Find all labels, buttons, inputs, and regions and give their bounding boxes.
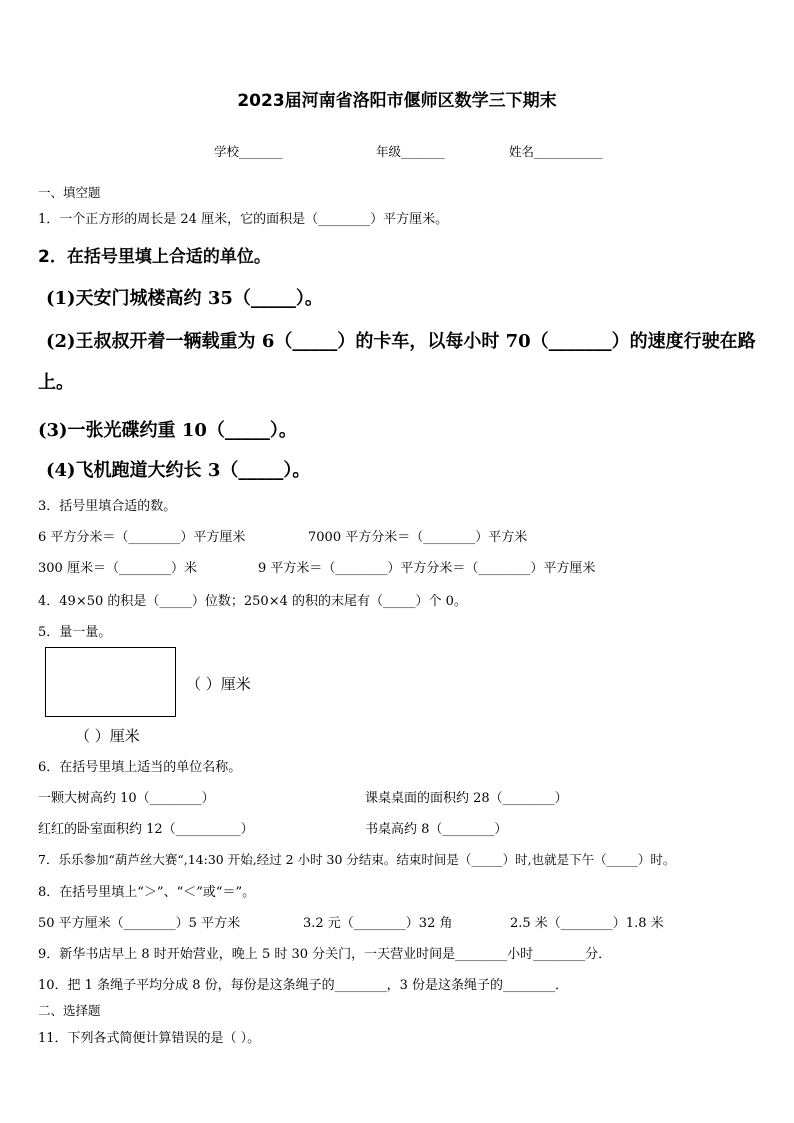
question-2-part-1: (1)天安门城楼高约 35（_____）。: [46, 288, 323, 309]
question-2-part-2: (2)王叔叔开着一辆载重为 6（_____）的卡车，以每小时 70（_______）的速度行驶在路: [46, 331, 756, 352]
measure-rectangle: [45, 647, 176, 717]
question-2-part-2-cont: 上。: [38, 372, 74, 393]
rectangle-length-label: （ ）厘米: [75, 727, 140, 745]
question-6-item-a: 一颗大树高约 10（________）: [38, 791, 215, 806]
question-10: 10．把 1 条绳子平均分成 8 份，每份是这条绳子的________，3 份是这条绳子的________．: [38, 978, 569, 993]
question-3-item-b: 7000 平方分米＝（________）平方米: [308, 530, 528, 545]
question-3-item-c: 300 厘米＝（________）米: [38, 561, 197, 576]
question-2-stem: 2．在括号里填上合适的单位。: [38, 247, 271, 267]
question-8-item-c: 2.5 米（________）1.8 米: [510, 916, 664, 931]
question-7: 7．乐乐参加“葫芦丝大赛“,14:30 开始,经过 2 小时 30 分结束。结束时间是（_____）时,也就是下午（_____）时。: [38, 852, 676, 867]
question-3-stem: 3．括号里填合适的数。: [38, 499, 177, 514]
question-9: 9．新华书店早上 8 时开始营业，晚上 5 时 30 分关门，一天营业时间是________小时________分．: [38, 947, 612, 962]
question-8-stem: 8．在括号里填上“＞”、“＜”或“＝”。: [38, 885, 256, 900]
question-3-item-a: 6 平方分米＝（________）平方厘米: [38, 530, 246, 545]
question-6-item-d: 书桌高约 8（________）: [365, 822, 508, 837]
question-6-stem: 6．在括号里填上适当的单位名称。: [38, 760, 242, 775]
question-8-item-b: 3.2 元（________）32 角: [303, 916, 453, 931]
question-6-item-c: 红红的卧室面积约 12（__________）: [38, 822, 254, 837]
school-field: 学校_______: [214, 144, 283, 159]
grade-field: 年级_______: [376, 144, 445, 159]
question-11: 11．下列各式简便计算错误的是（ ）。: [38, 1031, 261, 1046]
question-6-item-b: 课桌桌面的面积约 28（________）: [365, 791, 568, 806]
question-1: 1．一个正方形的周长是 24 厘米，它的面积是（________）平方厘米。: [38, 212, 449, 227]
page-title: 2023届河南省洛阳市偃师区数学三下期末: [237, 91, 557, 111]
question-3-item-d: 9 平方米＝（________）平方分米＝（________）平方厘米: [258, 561, 596, 576]
section-heading-multiple-choice: 二、选择题: [38, 1003, 101, 1018]
question-5-stem: 5．量一量。: [38, 625, 112, 640]
section-heading-fill-blank: 一、填空题: [38, 185, 101, 200]
question-2-part-3: (3)一张光碟约重 10（_____）。: [38, 420, 297, 441]
question-4: 4．49×50 的积是（_____）位数；250×4 的积的末尾有（_____）个 0。: [38, 594, 467, 609]
rectangle-width-label: （ ）厘米: [186, 675, 251, 693]
name-field: 姓名___________: [509, 144, 603, 159]
question-8-item-a: 50 平方厘米（________）5 平方米: [38, 916, 241, 931]
question-2-part-4: (4)飞机跑道大约长 3（_____）。: [46, 460, 311, 481]
